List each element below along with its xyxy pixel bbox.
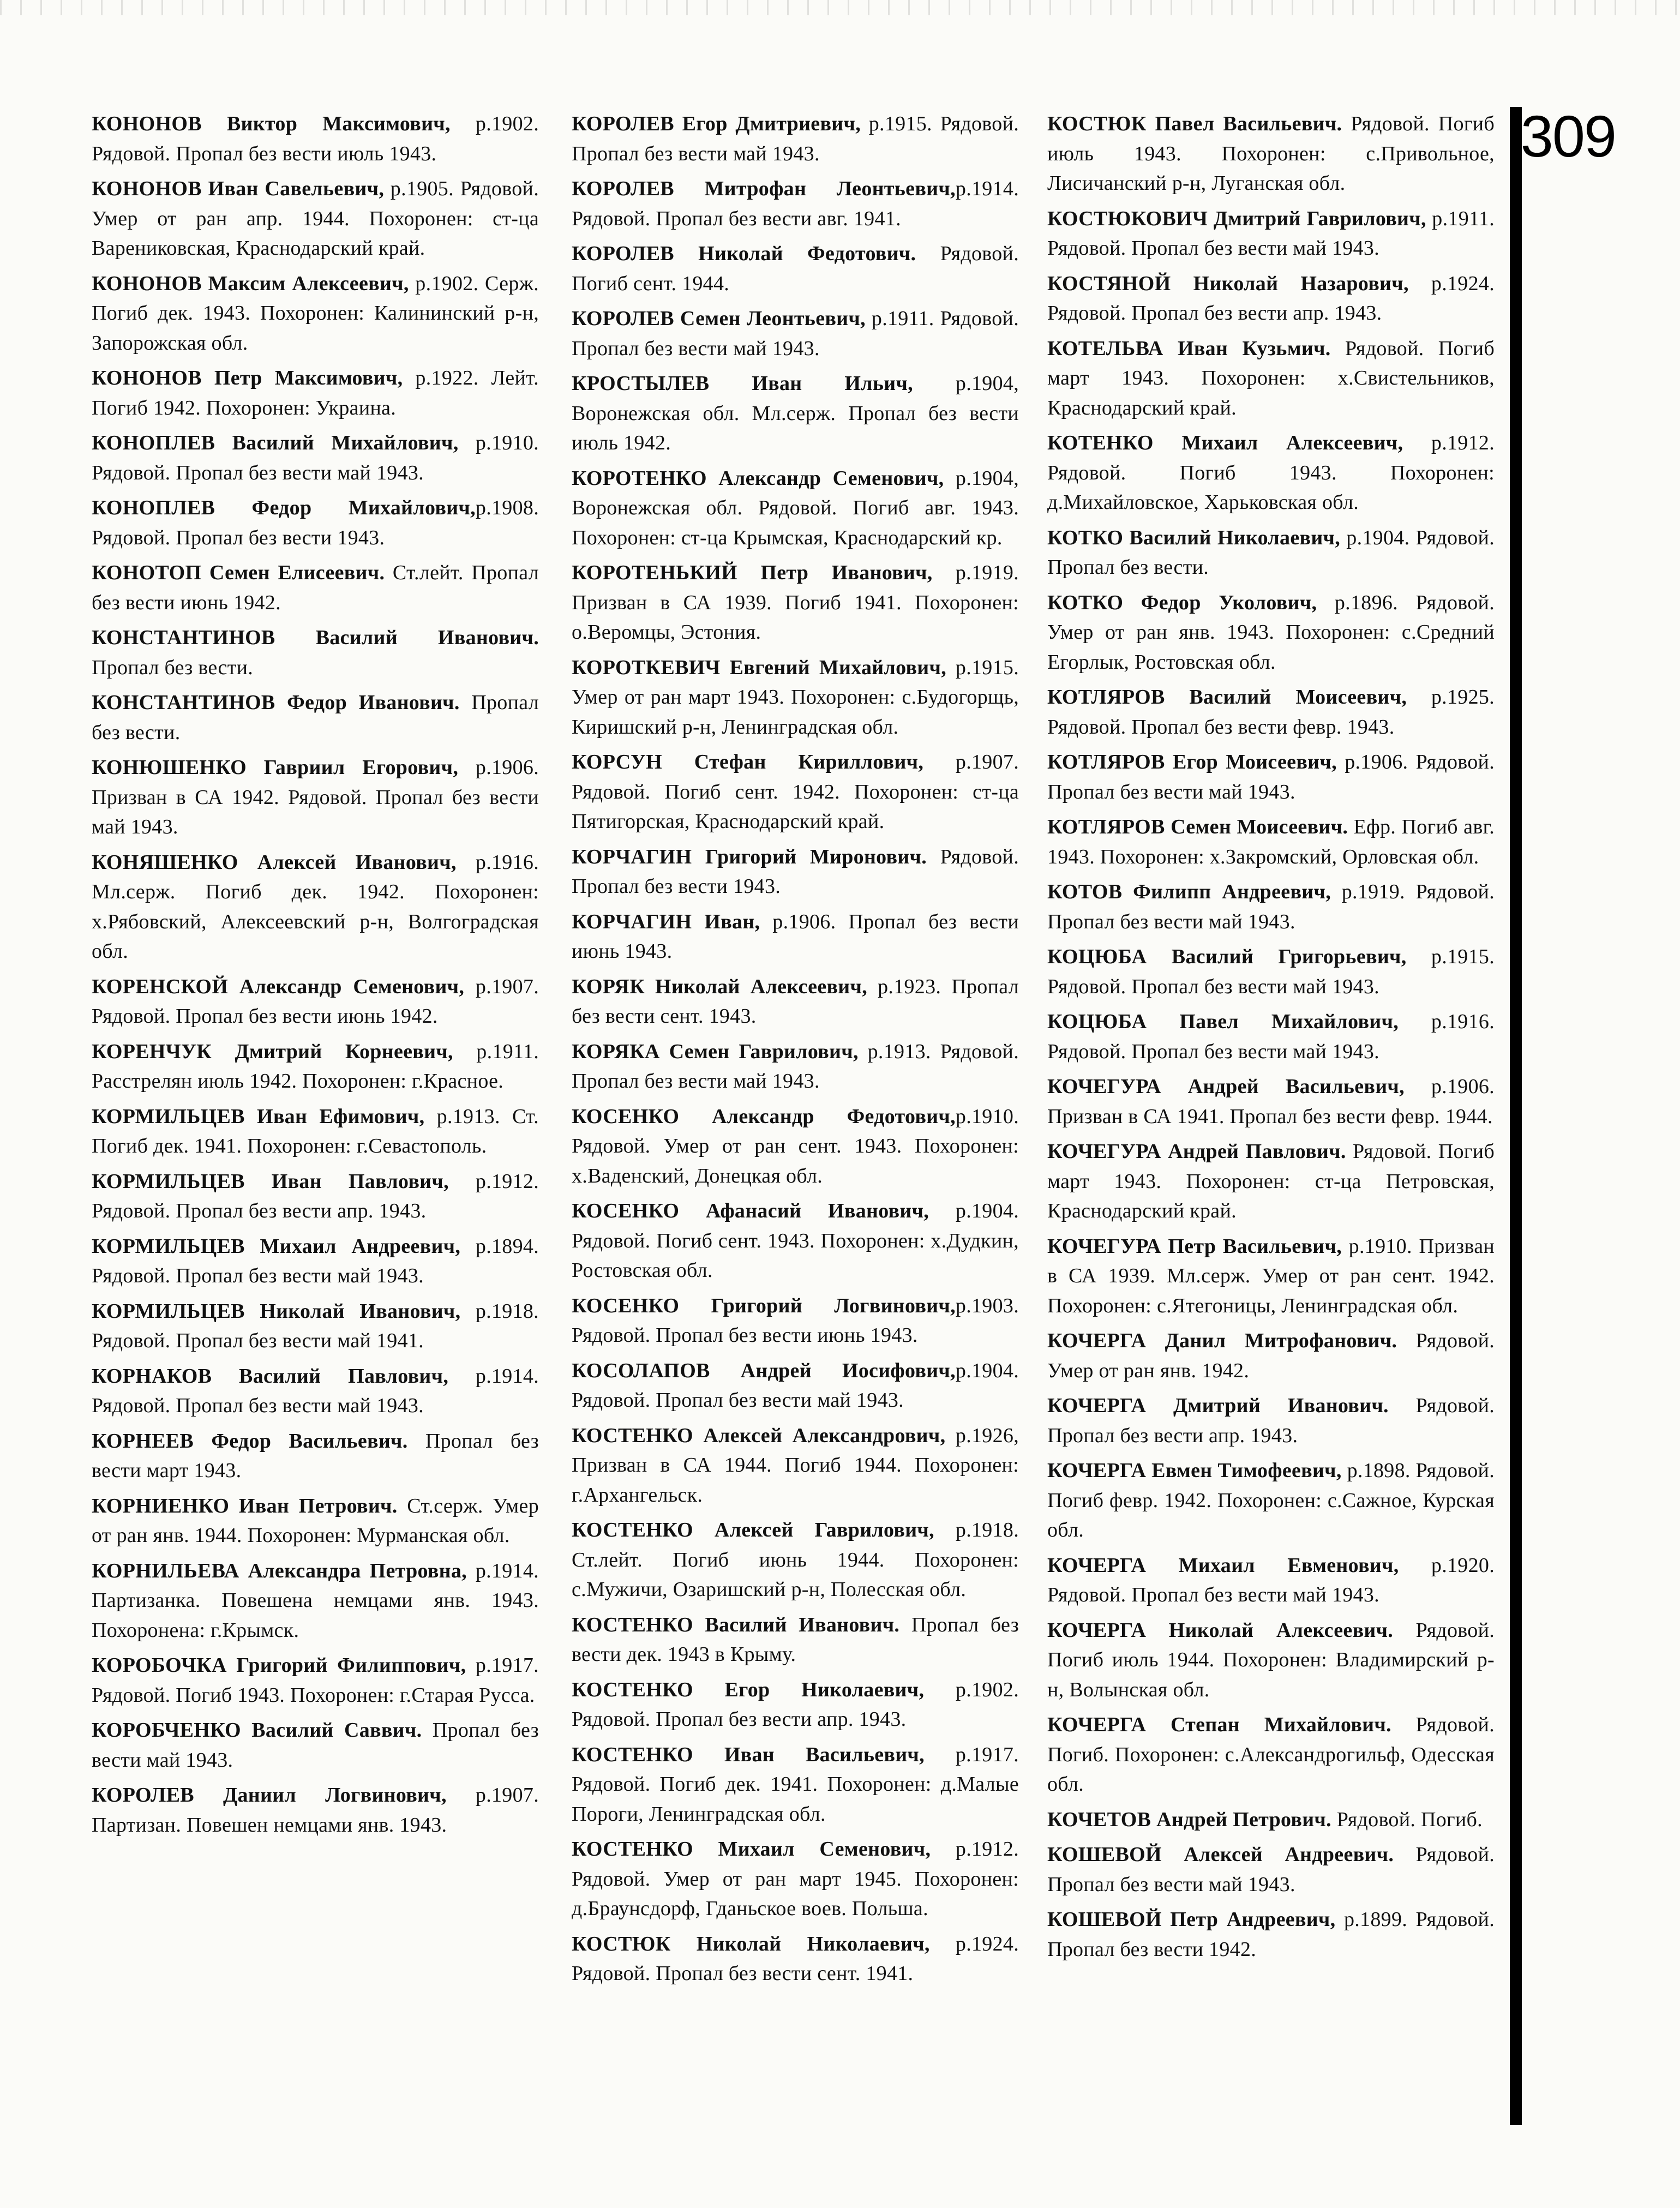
list-item	[572, 1102, 1019, 1191]
entry-details: р.1917. Рядовой. Погиб 1943. Похоронен: г.Старая Русса.	[92, 1654, 539, 1707]
entry-name: КОСТЕНКО Василий Иванович.	[572, 1613, 900, 1636]
entry-name: КОРМИЛЬЦЕВ Михаил Андреевич,	[92, 1234, 461, 1258]
entry-name: КОСТЕНКО Егор Николаевич,	[572, 1678, 925, 1701]
entry-details: Пропал без вести март 1943.	[92, 1429, 539, 1482]
entry-name: КРОСТЫЛЕВ Иван Ильич,	[572, 372, 913, 395]
list-item	[572, 1929, 1019, 1989]
entry-details: р.1902. Рядовой. Пропал без вести апр. 1943.	[572, 1678, 1019, 1731]
list-item	[1047, 334, 1495, 423]
entry-details: р.1919. Призван в СА 1939. Погиб 1941. Похоронен: о.Веромцы, Эстония.	[572, 561, 1019, 644]
entry-name: КОНОПЛЕВ Федор Михайлович,	[92, 496, 476, 519]
list-item	[572, 304, 1019, 363]
entry-name: КОСТЮК Павел Васильевич.	[1047, 112, 1342, 135]
list-item	[1047, 812, 1495, 872]
entry-name: КОРОБЧЕНКО Василий Саввич.	[92, 1719, 422, 1742]
column-2	[572, 109, 1019, 1994]
entry-details: р.1896. Рядовой. Умер от ран янв. 1943. Похоронен: с.Средний Егорлык, Ростовская обл.	[1047, 591, 1495, 674]
entry-details: р.1922. Лейт. Погиб 1942. Похоронен: Украина.	[92, 367, 539, 419]
entry-details: Пропал без вести.	[92, 691, 539, 744]
entry-details: р.1910. Рядовой. Пропал без вести май 1943.	[92, 431, 539, 484]
entry-name: КОЧЕРГА Данил Митрофанович.	[1047, 1329, 1397, 1352]
list-item	[92, 493, 539, 553]
list-item	[1047, 1391, 1495, 1450]
entry-name: КОЦЮБА Василий Григорьевич,	[1047, 945, 1407, 968]
entry-name: КОРОЛЕВ Митрофан Леонтьевич,	[572, 177, 956, 200]
entry-name: КОЧЕРГА Николай Алексеевич.	[1047, 1618, 1394, 1642]
entry-details: р.1923. Пропал без вести сент. 1943.	[572, 975, 1019, 1028]
list-item	[92, 1361, 539, 1421]
entry-name: КОРМИЛЬЦЕВ Николай Иванович,	[92, 1299, 461, 1323]
entry-details: Рядовой. Погиб. Похоронен: с.Александрогильф, Одесская обл.	[1047, 1713, 1495, 1796]
list-item	[572, 1610, 1019, 1670]
entry-name: КОНСТАНТИНОВ Федор Иванович.	[92, 691, 460, 714]
entry-details: Ст.серж. Умер от ран янв. 1944. Похоронен: Мурманская обл.	[92, 1494, 539, 1547]
entry-details: Рядовой. Погиб июль 1943. Похоронен: с.Привольное, Лисичанский р-н, Луганская обл.	[1047, 112, 1495, 195]
list-item	[92, 688, 539, 747]
list-item	[572, 1037, 1019, 1096]
entry-details: р.1904. Рядовой. Погиб сент. 1943. Похоронен: х.Дудкин, Ростовская обл.	[572, 1199, 1019, 1282]
list-item	[92, 753, 539, 842]
entry-name: КОСТЕНКО Михаил Семенович,	[572, 1838, 931, 1861]
entry-details: р.1915. Умер от ран март 1943. Похоронен: с.Будогорщь, Киришский р-н, Ленинградская обл.	[572, 656, 1019, 739]
list-item	[1047, 1805, 1495, 1835]
entry-name: КОТЛЯРОВ Василий Моисеевич,	[1047, 686, 1407, 709]
list-item	[92, 428, 539, 488]
entry-name: КОТОВ Филипп Андреевич,	[1047, 880, 1331, 903]
entry-details: р.1903. Рядовой. Пропал без вести июнь 1943.	[572, 1294, 1019, 1347]
entry-details: Пропал без вести дек. 1943 в Крыму.	[572, 1613, 1019, 1666]
list-item	[572, 464, 1019, 553]
list-item	[1047, 1072, 1495, 1131]
list-item	[572, 653, 1019, 742]
entry-details: р.1904. Рядовой. Пропал без вести.	[1047, 526, 1495, 579]
list-item	[572, 907, 1019, 967]
entry-name: КОСТЕНКО Алексей Гаврилович,	[572, 1519, 934, 1541]
entry-details: р.1919. Рядовой. Пропал без вести май 1943.	[1047, 880, 1495, 933]
list-item	[92, 1651, 539, 1710]
entry-name: КОНЯШЕНКО Алексей Иванович,	[92, 850, 457, 874]
entry-details: Рядовой. Погиб сент. 1944.	[572, 242, 1019, 295]
list-item	[572, 747, 1019, 837]
entry-name: КОЧЕРГА Евмен Тимофеевич,	[1047, 1459, 1342, 1482]
entry-details: р.1926, Призван в СА 1944. Погиб 1944. Похоронен: г.Архангельск.	[572, 1424, 1019, 1507]
list-item	[92, 269, 539, 358]
entry-name: КОРОЛЕВ Семен Леонтьевич,	[572, 307, 866, 330]
list-item	[92, 174, 539, 263]
list-item	[1047, 1710, 1495, 1799]
entry-name: КОРНИЕНКО Иван Петрович.	[92, 1494, 398, 1517]
entry-name: КОЧЕГУРА Андрей Павлович.	[1047, 1140, 1346, 1163]
entry-details: р.1906. Призван в СА 1942. Рядовой. Пропал без вести май 1943.	[92, 756, 539, 838]
list-item	[92, 1426, 539, 1486]
list-item	[92, 1167, 539, 1226]
entry-details: р.1916. Мл.серж. Погиб дек. 1942. Похоронен: х.Рябовский, Алексеевский р-н, Волгоградская обл.	[92, 850, 539, 963]
entry-name: КОНОНОВ Виктор Максимович,	[92, 112, 451, 135]
entry-name: КОСЕНКО Александр Федотович,	[572, 1105, 956, 1128]
list-item	[92, 1037, 539, 1096]
entry-details: р.1910. Рядовой. Умер от ран сент. 1943. Похоронен: х.Ваденский, Донецкая обл.	[572, 1105, 1019, 1187]
entry-name: КОРНЕЕВ Федор Васильевич.	[92, 1429, 408, 1453]
entry-details: р.1920. Рядовой. Пропал без вести май 1943.	[1047, 1553, 1495, 1606]
entry-details: р.1915. Рядовой. Пропал без вести май 1943.	[1047, 945, 1495, 998]
list-item	[1047, 1326, 1495, 1385]
list-item	[92, 1232, 539, 1291]
list-item	[92, 109, 539, 169]
entry-name: КОРЧАГИН Григорий Миронович.	[572, 845, 927, 868]
entry-name: КОРМИЛЬЦЕВ Иван Ефимович,	[92, 1105, 425, 1128]
list-item	[572, 842, 1019, 902]
list-item	[1047, 1232, 1495, 1321]
entry-name: КОРОТКЕВИЧ Евгений Михайлович,	[572, 656, 946, 679]
entry-details: р.1907. Рядовой. Пропал без вести июнь 1942.	[92, 975, 539, 1028]
entry-name: КОНОТОП Семен Елисеевич.	[92, 561, 385, 584]
entry-details: Ст.лейт. Пропал без вести июнь 1942.	[92, 561, 539, 614]
entry-name: КОРОЛЕВ Николай Федотович.	[572, 242, 916, 265]
entry-details: Пропал без вести.	[92, 656, 254, 679]
entry-details: р.1899. Рядовой. Пропал без вести 1942.	[1047, 1908, 1495, 1961]
entry-details: Рядовой. Пропал без вести 1943.	[572, 845, 1019, 898]
list-item	[1047, 204, 1495, 263]
entry-name: КОСТЮК Николай Николаевич,	[572, 1932, 930, 1955]
entry-details: р.1918. Ст.лейт. Погиб июнь 1944. Похоронен: с.Мужичи, Озаришский р-н, Полесская обл.	[572, 1519, 1019, 1601]
entry-name: КОРЕНЧУК Дмитрий Корнеевич,	[92, 1040, 453, 1063]
entry-details: р.1911. Расстрелян июль 1942. Похоронен: г.Красное.	[92, 1040, 539, 1093]
entry-name: КОНЮШЕНКО Гавриил Егорович,	[92, 756, 459, 779]
list-item	[92, 1491, 539, 1551]
entry-name: КОТЛЯРОВ Егор Моисеевич,	[1047, 751, 1337, 773]
entry-details: р.1906. Призван в СА 1941. Пропал без вести февр. 1944.	[1047, 1075, 1495, 1128]
entry-details: р.1905. Рядовой. Умер от ран апр. 1944. Похоронен: ст-ца Варениковская, Краснодарский край.	[92, 177, 539, 260]
entry-details: р.1912. Рядовой. Умер от ран март 1945. Похоронен: д.Браунсдорф, Гданьское воев. Польша.	[572, 1838, 1019, 1920]
entry-details: р.1898. Рядовой. Погиб февр. 1942. Похоронен: с.Сажное, Курская обл.	[1047, 1459, 1495, 1541]
entry-details: Рядовой. Пропал без вести апр. 1943.	[1047, 1394, 1495, 1447]
entry-details: р.1906. Рядовой. Пропал без вести май 1943.	[1047, 751, 1495, 803]
list-item	[92, 972, 539, 1031]
list-item	[572, 109, 1019, 169]
entry-details: р.1908. Рядовой. Пропал без вести 1943.	[92, 496, 539, 549]
entry-name: КОНОНОВ Петр Максимович,	[92, 367, 403, 389]
entry-name: КОЧЕТОВ Андрей Петрович.	[1047, 1808, 1331, 1831]
entry-name: КОРЕНСКОЙ Александр Семенович,	[92, 975, 465, 998]
list-item	[572, 972, 1019, 1031]
list-item	[572, 1356, 1019, 1415]
entry-details: Рядовой. Пропал без вести май 1943.	[1047, 1843, 1495, 1896]
list-item	[572, 558, 1019, 647]
list-item	[92, 1780, 539, 1840]
entry-details: р.1916. Рядовой. Пропал без вести май 1943.	[1047, 1010, 1495, 1063]
list-item	[572, 1291, 1019, 1351]
entry-name: КОРОБОЧКА Григорий Филиппович,	[92, 1654, 466, 1677]
entry-details: р.1907. Партизан. Повешен немцами янв. 1943.	[92, 1784, 539, 1837]
list-item	[1047, 1456, 1495, 1545]
entry-details: р.1910. Призван в СА 1939. Мл.серж. Умер от ран сент. 1942. Похоронен: с.Ятегоницы, Ленинградская обл.	[1047, 1234, 1495, 1317]
column-1	[92, 109, 539, 1845]
entry-details: Рядовой. Погиб март 1943. Похоронен: х.Свистельников, Краснодарский край.	[1047, 337, 1495, 419]
entry-name: КОШЕВОЙ Алексей Андреевич.	[1047, 1843, 1394, 1866]
entry-name: КОЧЕРГА Степан Михайлович.	[1047, 1713, 1391, 1736]
list-item	[1047, 1905, 1495, 1964]
entry-name: КОТЕЛЬВА Иван Кузьмич.	[1047, 337, 1331, 360]
entry-details: р.1902. Серж. Погиб дек. 1943. Похоронен: Калининский р-н, Запорожская обл.	[92, 272, 539, 355]
list-item	[92, 623, 539, 682]
entry-name: КОРНАКОВ Василий Павлович,	[92, 1364, 449, 1388]
entry-details: Рядовой. Погиб.	[1331, 1808, 1483, 1831]
entry-name: КОНСТАНТИНОВ Василий Иванович.	[92, 626, 539, 649]
entry-name: КОРЯК Николай Алексеевич,	[572, 975, 868, 998]
entry-details: р.1913. Рядовой. Пропал без вести май 1943.	[572, 1040, 1019, 1093]
entry-details: р.1912. Рядовой. Пропал без вести апр. 1943.	[92, 1169, 539, 1222]
list-item	[572, 1196, 1019, 1286]
entry-details: р.1914. Партизанка. Повешена немцами янв. 1943. Похоронена: г.Крымск.	[92, 1559, 539, 1642]
entry-details: р.1925. Рядовой. Пропал без вести февр. 1943.	[1047, 686, 1495, 739]
entry-name: КОРМИЛЬЦЕВ Иван Павлович,	[92, 1169, 449, 1193]
entry-details: р.1914. Рядовой. Пропал без вести май 1943.	[92, 1364, 539, 1417]
entry-name: КОЦЮБА Павел Михайлович,	[1047, 1010, 1399, 1033]
entry-name: КОРСУН Стефан Кириллович,	[572, 751, 924, 773]
list-item	[1047, 523, 1495, 583]
list-item	[92, 1556, 539, 1646]
entry-name: КОЧЕГУРА Петр Васильевич,	[1047, 1234, 1342, 1258]
scan-edge-noise	[0, 0, 1680, 15]
entry-details: р.1924. Рядовой. Пропал без вести апр. 1943.	[1047, 272, 1495, 325]
list-item	[572, 369, 1019, 458]
list-item	[1047, 269, 1495, 328]
entry-name: КОСЕНКО Афанасий Иванович,	[572, 1199, 929, 1222]
entry-details: р.1918. Рядовой. Пропал без вести май 1941.	[92, 1299, 539, 1352]
entry-details: р.1904, Воронежская обл. Рядовой. Погиб авг. 1943. Похоронен: ст-ца Крымская, Краснодарский кр.	[572, 466, 1019, 549]
list-item	[1047, 1551, 1495, 1610]
entry-name: КОРОТЕНЬКИЙ Петр Иванович,	[572, 561, 933, 584]
entry-details: р.1911. Рядовой. Пропал без вести май 1943.	[1047, 207, 1495, 260]
entry-name: КОШЕВОЙ Петр Андреевич,	[1047, 1908, 1336, 1931]
list-item	[92, 848, 539, 967]
entry-name: КОЧЕРГА Дмитрий Иванович.	[1047, 1394, 1389, 1417]
list-item	[1047, 747, 1495, 807]
entry-name: КОСТЮКОВИЧ Дмитрий Гаврилович,	[1047, 207, 1426, 230]
entry-name: КОЧЕГУРА Андрей Васильевич,	[1047, 1075, 1405, 1098]
entry-details: р.1902. Рядовой. Пропал без вести июль 1943.	[92, 112, 539, 165]
entry-details: р.1911. Рядовой. Пропал без вести май 1943.	[572, 307, 1019, 360]
entry-name: КОСЕНКО Григорий Логвинович,	[572, 1294, 956, 1317]
list-item	[572, 1675, 1019, 1735]
entry-name: КОСОЛАПОВ Андрей Иосифович,	[572, 1359, 956, 1382]
entry-name: КОТКО Василий Николаевич,	[1047, 526, 1341, 549]
entry-name: КОРЯКА Семен Гаврилович,	[572, 1040, 859, 1063]
entry-details: р.1904, Воронежская обл. Мл.серж. Пропал без вести июль 1942.	[572, 372, 1019, 454]
page-number: 309	[1520, 103, 1616, 169]
entry-name: КОНОПЛЕВ Василий Михайлович,	[92, 431, 459, 454]
list-item	[92, 1297, 539, 1356]
list-item	[572, 1421, 1019, 1510]
list-item	[1047, 588, 1495, 677]
entry-details: р.1915. Рядовой. Пропал без вести май 1943.	[572, 112, 1019, 165]
entry-name: КОСТЯНОЙ Николай Назарович,	[1047, 272, 1409, 295]
entry-details: р.1914. Рядовой. Пропал без вести авг. 1941.	[572, 177, 1019, 230]
entry-name: КОТЛЯРОВ Семен Моисеевич.	[1047, 815, 1348, 838]
entry-name: КОРОЛЕВ Егор Дмитриевич,	[572, 112, 861, 135]
entry-details: р.1894. Рядовой. Пропал без вести май 1943.	[92, 1234, 539, 1287]
list-item	[92, 363, 539, 423]
list-item	[1047, 877, 1495, 937]
entry-name: КОТКО Федор Уколович,	[1047, 591, 1317, 614]
entry-details: Пропал без вести май 1943.	[92, 1719, 539, 1772]
entry-details: р.1904. Рядовой. Пропал без вести май 1943.	[572, 1359, 1019, 1412]
page-edge-bar	[1510, 107, 1522, 2125]
entry-name: КОРОЛЕВ Даниил Логвинович,	[92, 1784, 447, 1807]
entry-name: КОНОНОВ Иван Савельевич,	[92, 177, 385, 200]
entry-details: р.1907. Рядовой. Погиб сент. 1942. Похоронен: ст-ца Пятигорская, Краснодарский край.	[572, 751, 1019, 833]
list-item	[1047, 428, 1495, 518]
list-item	[1047, 1616, 1495, 1705]
list-item	[572, 1740, 1019, 1829]
entry-name: КОРНИЛЬЕВА Александра Петровна,	[92, 1559, 467, 1582]
list-item	[92, 558, 539, 617]
entry-details: Ефр. Погиб авг. 1943. Похоронен: х.Закромский, Орловская обл.	[1047, 815, 1495, 868]
list-item	[572, 1834, 1019, 1924]
list-item	[1047, 682, 1495, 742]
list-item	[1047, 1137, 1495, 1226]
entry-name: КОНОНОВ Максим Алексеевич,	[92, 272, 409, 295]
entry-name: КОСТЕНКО Алексей Александрович,	[572, 1424, 946, 1447]
entry-name: КОСТЕНКО Иван Васильевич,	[572, 1743, 925, 1766]
entry-details: р.1913. Ст. Погиб дек. 1941. Похоронен: г.Севастополь.	[92, 1105, 539, 1157]
list-item	[572, 239, 1019, 298]
entry-details: Рядовой. Погиб март 1943. Похоронен: ст-ца Петровская, Краснодарский край.	[1047, 1140, 1495, 1222]
list-item	[572, 1515, 1019, 1605]
entry-details: р.1912. Рядовой. Погиб 1943. Похоронен: д.Михайловское, Харьковская обл.	[1047, 431, 1495, 514]
list-item	[1047, 942, 1495, 1001]
entry-details: р.1917. Рядовой. Погиб дек. 1941. Похоронен: д.Малые Пороги, Ленинградская обл.	[572, 1743, 1019, 1826]
list-item	[92, 1102, 539, 1161]
entry-details: р.1906. Пропал без вести июнь 1943.	[572, 910, 1019, 963]
list-item	[92, 1715, 539, 1775]
entry-name: КОТЕНКО Михаил Алексеевич,	[1047, 431, 1403, 454]
entry-details: Рядовой. Погиб июль 1944. Похоронен: Владимирский р-н, Волынская обл.	[1047, 1618, 1495, 1701]
entry-name: КОРЧАГИН Иван,	[572, 910, 760, 933]
entry-name: КОЧЕРГА Михаил Евменович,	[1047, 1553, 1399, 1577]
list-item	[572, 174, 1019, 233]
list-item	[1047, 1007, 1495, 1066]
column-3	[1047, 109, 1495, 1970]
list-item	[1047, 1840, 1495, 1899]
list-item	[1047, 109, 1495, 199]
entry-details: Рядовой. Умер от ран янв. 1942.	[1047, 1329, 1495, 1382]
entry-details: р.1924. Рядовой. Пропал без вести сент. 1941.	[572, 1932, 1019, 1985]
entry-name: КОРОТЕНКО Александр Семенович,	[572, 466, 944, 490]
